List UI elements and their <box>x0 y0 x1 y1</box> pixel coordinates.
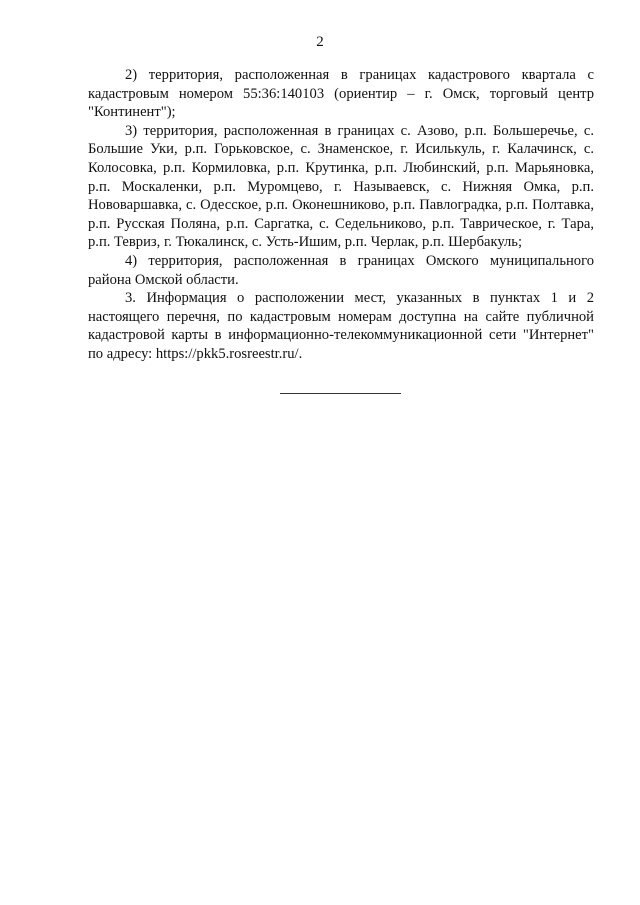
document-body <box>88 66 594 364</box>
section-3-info: 3. Информация о расположении мест, указанных в пунктах 1 и 2 настоящего перечня, по кадастровым номерам доступна на сайте публичной кадастровой карты в информационно-телекоммуникационной сети "Интернет" по адресу: https://pkk5.rosreestr.ru/. <box>88 290 594 362</box>
end-divider <box>280 393 401 394</box>
item-territory-4: 4) территория, расположенная в границах Омского муниципального района Омской области. <box>88 252 594 288</box>
item-territory-3: 3) территория, расположенная в границах с. Азово, р.п. Большеречье, с. Большие Уки, р.п. Горьковское, с. Знаменское, г. Исилькуль, г. Калачинск, с. Колосовка, р.п. Кормиловка, р.п. Крутинка, р.п. Любинский, р.п. Марьяновка, р.п. Москаленки, р.п. Муромцево, г. Называевск, с. Нижняя Омка, р.п. Нововаршавка, с. Одесское, р.п. Оконешниково, р.п. Павлоградка, р.п. Полтавка, р.п. Русская Поляна, р.п. Саргатка, с. Седельниково, р.п. Таврическое, г. Тара, р.п. Тевриз, г. Тюкалинск, с. Усть-Ишим, р.п. Черлак, р.п. Шербакуль; <box>88 122 594 251</box>
page-number: 2 <box>316 34 324 50</box>
item-territory-2: 2) территория, расположенная в границах кадастрового квартала с кадастровым номером 55:36:140103 (ориентир – г. Омск, торговый центр "Континент"); <box>88 67 594 121</box>
